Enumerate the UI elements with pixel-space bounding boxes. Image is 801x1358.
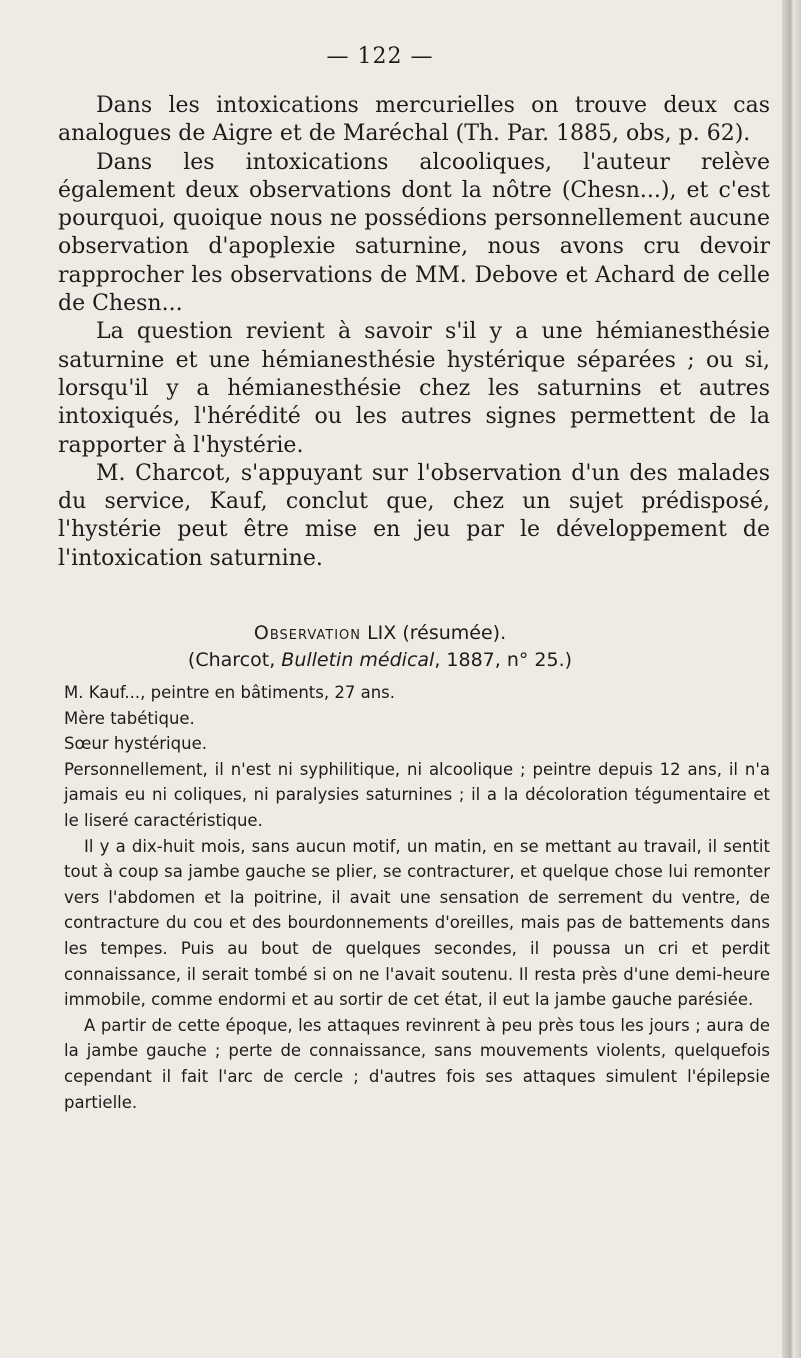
case-paragraph: A partir de cette époque, les attaques revinrent à peu près tous les jours ; aura de la jambe gauche ; perte de connaissance, sans mouvements violents, quelquefois cependant il fait l'arc de cercle ; d'autres fois ses attaques simulent l'épilepsie partielle. [64, 1015, 770, 1112]
observation-number: LIX [367, 622, 397, 644]
paragraph: M. Charcot, s'appuyant sur l'observation d'un des malades du service, Kauf, conclut que, chez un sujet prédisposé, l'hystérie peut être mise en jeu par le développement de l'intoxication saturnine. [58, 460, 770, 571]
case-line: Sœur hystérique. [64, 734, 207, 754]
paragraph: Dans les intoxications alcooliques, l'auteur relève également deux observations dont la nôtre (Chesn...), et c'est pourquoi, quoique nous ne possédions personnellement aucune observation d'apoplexie saturnine, nous avons cru devoir rapprocher les observations de MM. Debove et Achard de celle de Chesn... [58, 149, 770, 317]
page-edge [782, 0, 801, 1358]
paragraph: Dans les intoxications mercurielles on trouve deux cas analogues de Aigre et de Maréchal (Th. Par. 1885, obs, p. 62). [58, 93, 770, 147]
main-text [58, 92, 770, 573]
observation-qualifier: (résumée). [402, 622, 507, 644]
observation-source [0, 647, 760, 674]
observation-heading [0, 620, 760, 674]
observation-label: Observation [253, 622, 362, 644]
observation-title [0, 620, 760, 647]
page-number: — 122 — [326, 44, 434, 69]
source-prefix: (Charcot, [187, 649, 282, 671]
case-line: M. Kauf..., peintre en bâtiments, 27 ans. [64, 683, 395, 702]
source-suffix: , 1887, n° 25.) [434, 649, 573, 671]
source-journal: Bulletin médical [281, 649, 435, 671]
paragraph: La question revient à savoir s'il y a une hémianesthésie saturnine et une hémianesthésie hystérique séparées ; ou si, lorsqu'il y a hémianesthésie chez les saturnins et autres intoxiqués, l'hérédité ou les autres signes permettent de la rapporter à l'hystérie. [58, 319, 770, 458]
observation-text [64, 680, 770, 1115]
case-line: Mère tabétique. [64, 708, 195, 728]
case-paragraph: Personnellement, il n'est ni syphilitique, ni alcoolique ; peintre depuis 12 ans, il n'a jamais eu ni coliques, ni paralysies saturnines ; il a la décoloration tégumentaire et le liseré caractéristique. [64, 759, 770, 830]
case-paragraph: Il y a dix-huit mois, sans aucun motif, un matin, en se mettant au travail, il sentit tout à coup sa jambe gauche se plier, se contracturer, et quelque chose lui remonter vers l'abdomen et la poitrine, il avait une sensation de serrement du ventre, de contracture du cou et des bourdonnements d'oreilles, mais pas de battements dans les tempes. Puis au bout de quelques secondes, il poussa un cri et perdit connaissance, il serait tombé si on ne l'avait soutenu. Il resta près d'une demi-heure immobile, comme endormi et au sortir de cet état, il eut la jambe gauche parésiée. [64, 836, 770, 1010]
